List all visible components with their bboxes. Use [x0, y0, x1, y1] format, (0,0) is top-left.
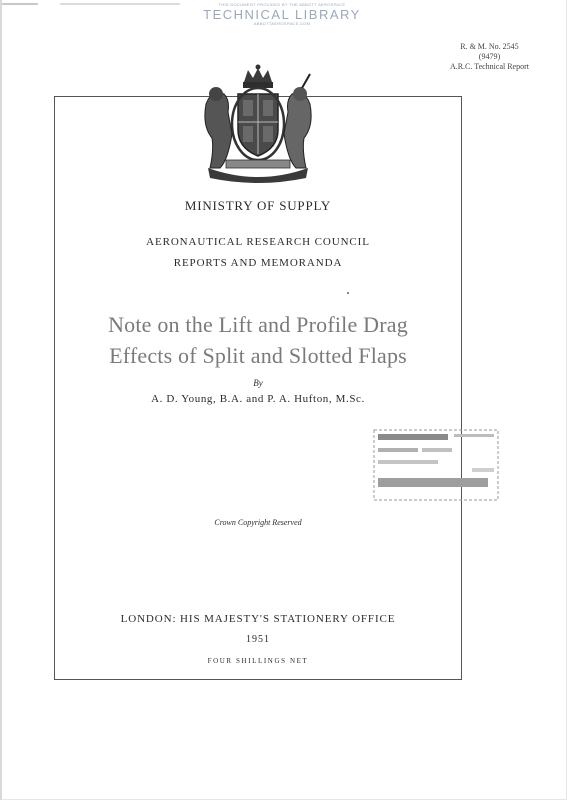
- document-title-line-1: Note on the Lift and Profile Drag: [108, 312, 408, 337]
- copyright-notice: Crown Copyright Reserved: [214, 518, 302, 527]
- library-url: ABBOTTAEROSPACE.COM: [253, 21, 311, 26]
- report-number: R. & M. No. 2545: [460, 42, 519, 51]
- library-stamp-icon: [372, 428, 500, 502]
- publisher: LONDON: HIS MAJESTY'S STATIONERY OFFICE: [120, 613, 396, 625]
- library-title: TECHNICAL LIBRARY: [203, 7, 361, 22]
- price: FOUR SHILLINGS NET: [207, 657, 309, 665]
- report-reference: [450, 42, 529, 72]
- authors: A. D. Young, B.A. and P. A. Hufton, M.Sc.: [151, 393, 365, 405]
- publication-year: 1951: [246, 634, 270, 645]
- report-type: A.R.C. Technical Report: [449, 62, 529, 71]
- scan-artifact-line: [60, 3, 180, 5]
- by-label: By: [253, 378, 263, 388]
- scan-artifact-line: [2, 3, 38, 5]
- ministry-heading: MINISTRY OF SUPPLY: [184, 198, 332, 213]
- library-top-line: THIS DOCUMENT PROVIDED BY THE ABBOTT AEROSPACE: [218, 2, 346, 7]
- document-title-line-2: Effects of Split and Slotted Flaps: [109, 343, 407, 368]
- report-code: (9479): [478, 52, 501, 61]
- scan-speck: [347, 292, 349, 294]
- council-heading: AERONAUTICAL RESEARCH COUNCIL: [146, 236, 370, 248]
- series-heading: REPORTS AND MEMORANDA: [173, 257, 343, 269]
- royal-coat-of-arms-icon: [198, 64, 318, 186]
- library-watermark: [182, 2, 382, 27]
